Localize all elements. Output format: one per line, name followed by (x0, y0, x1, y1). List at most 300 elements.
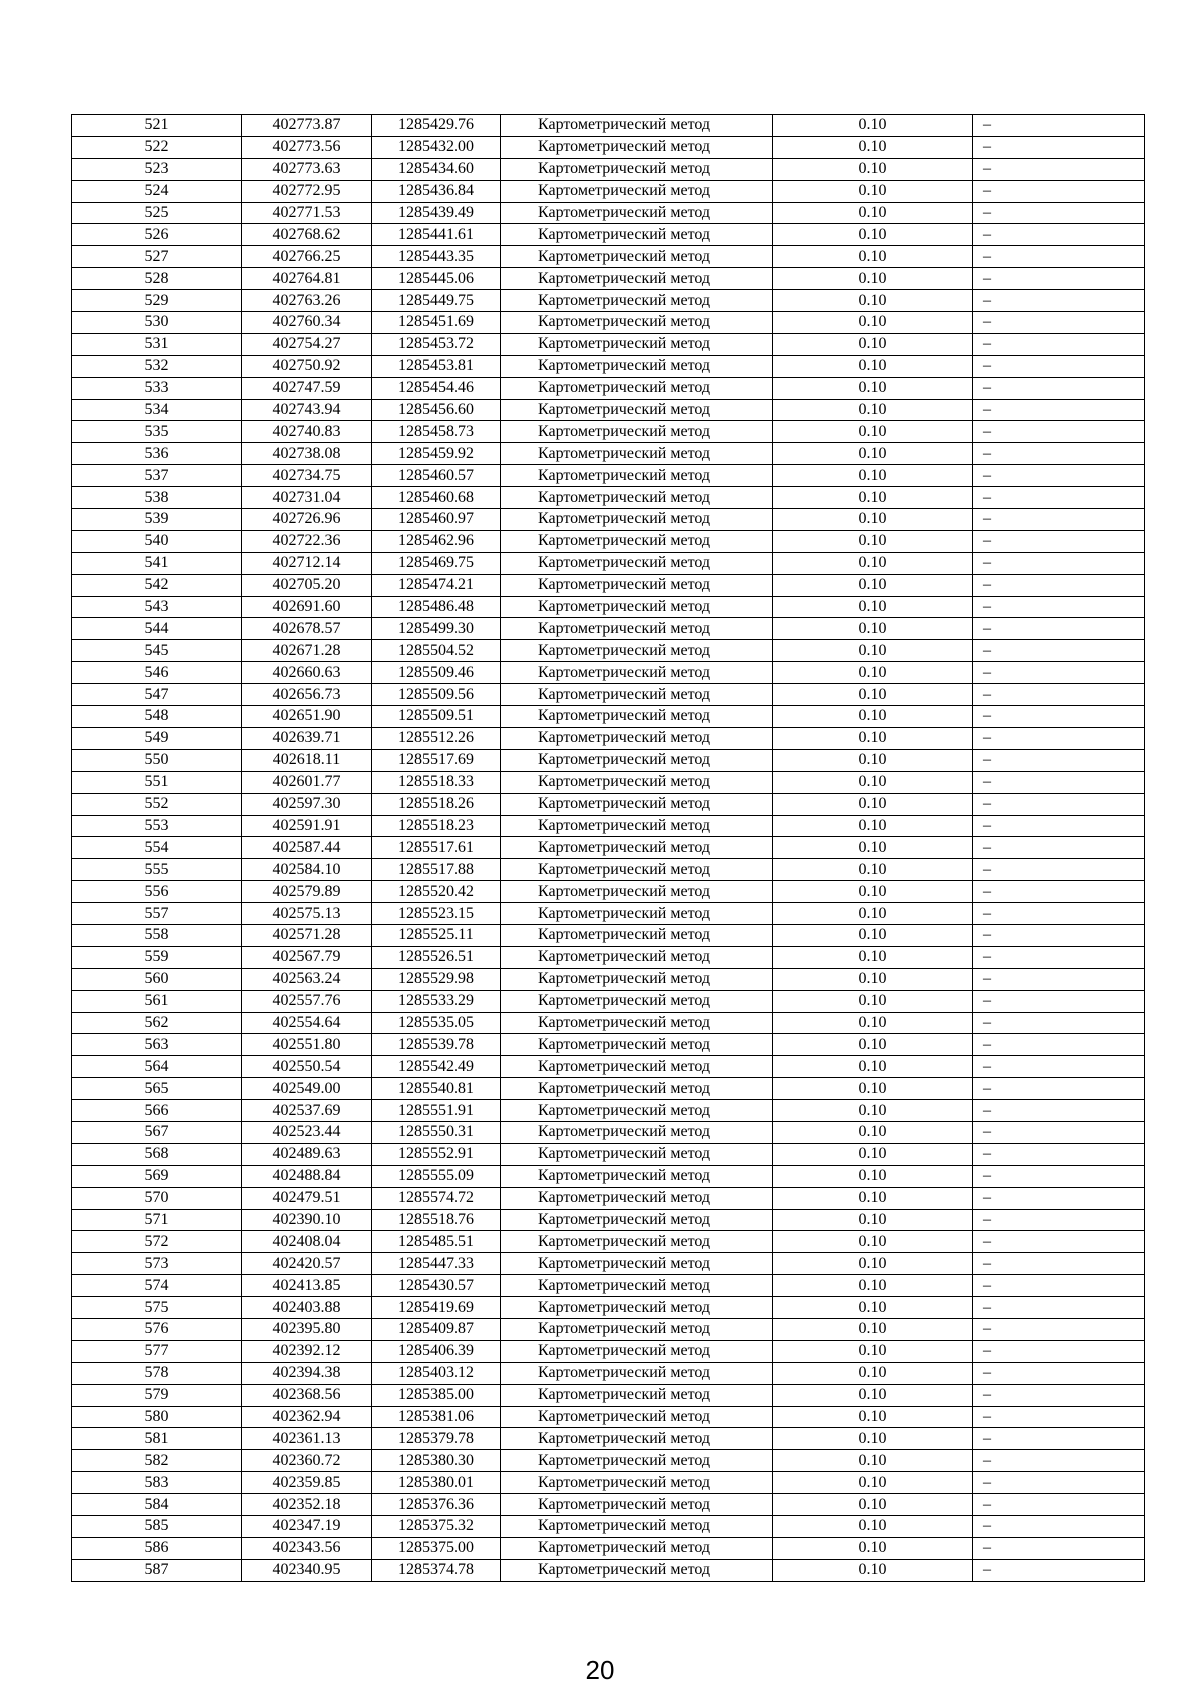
note-cell: – (973, 509, 1145, 531)
x-coordinate-cell: 402587.44 (242, 837, 372, 859)
coordinates-table (71, 114, 1145, 1582)
x-coordinate-cell: 402773.87 (242, 115, 372, 137)
note-cell: – (973, 465, 1145, 487)
x-coordinate-cell: 402392.12 (242, 1340, 372, 1362)
x-coordinate-cell: 402361.13 (242, 1428, 372, 1450)
table-row (72, 224, 1145, 246)
point-number-cell: 550 (72, 749, 242, 771)
table-row (72, 1209, 1145, 1231)
accuracy-cell: 0.10 (773, 136, 973, 158)
x-coordinate-cell: 402479.51 (242, 1187, 372, 1209)
x-coordinate-cell: 402489.63 (242, 1143, 372, 1165)
y-coordinate-cell: 1285540.81 (372, 1078, 501, 1100)
note-cell: – (973, 990, 1145, 1012)
method-cell: Картометрический метод (501, 224, 773, 246)
x-coordinate-cell: 402551.80 (242, 1034, 372, 1056)
table-row (72, 465, 1145, 487)
table-row (72, 268, 1145, 290)
table-row (72, 1472, 1145, 1494)
method-cell: Картометрический метод (501, 1406, 773, 1428)
method-cell: Картометрический метод (501, 509, 773, 531)
point-number-cell: 542 (72, 574, 242, 596)
note-cell: – (973, 115, 1145, 137)
table-row (72, 946, 1145, 968)
table-row (72, 1494, 1145, 1516)
point-number-cell: 560 (72, 968, 242, 990)
note-cell: – (973, 903, 1145, 925)
point-number-cell: 522 (72, 136, 242, 158)
accuracy-cell: 0.10 (773, 421, 973, 443)
y-coordinate-cell: 1285512.26 (372, 727, 501, 749)
method-cell: Картометрический метод (501, 312, 773, 334)
accuracy-cell: 0.10 (773, 530, 973, 552)
point-number-cell: 532 (72, 355, 242, 377)
accuracy-cell: 0.10 (773, 509, 973, 531)
point-number-cell: 544 (72, 618, 242, 640)
x-coordinate-cell: 402549.00 (242, 1078, 372, 1100)
accuracy-cell: 0.10 (773, 202, 973, 224)
method-cell: Картометрический метод (501, 421, 773, 443)
y-coordinate-cell: 1285379.78 (372, 1428, 501, 1450)
point-number-cell: 535 (72, 421, 242, 443)
table-row (72, 727, 1145, 749)
accuracy-cell: 0.10 (773, 377, 973, 399)
note-cell: – (973, 487, 1145, 509)
accuracy-cell: 0.10 (773, 1034, 973, 1056)
point-number-cell: 568 (72, 1143, 242, 1165)
note-cell: – (973, 618, 1145, 640)
note-cell: – (973, 1078, 1145, 1100)
y-coordinate-cell: 1285453.72 (372, 333, 501, 355)
x-coordinate-cell: 402705.20 (242, 574, 372, 596)
accuracy-cell: 0.10 (773, 333, 973, 355)
accuracy-cell: 0.10 (773, 1559, 973, 1581)
note-cell: – (973, 377, 1145, 399)
point-number-cell: 536 (72, 443, 242, 465)
method-cell: Картометрический метод (501, 924, 773, 946)
y-coordinate-cell: 1285525.11 (372, 924, 501, 946)
point-number-cell: 537 (72, 465, 242, 487)
y-coordinate-cell: 1285460.68 (372, 487, 501, 509)
table-row (72, 837, 1145, 859)
x-coordinate-cell: 402563.24 (242, 968, 372, 990)
table-row (72, 1165, 1145, 1187)
table-row (72, 1537, 1145, 1559)
point-number-cell: 554 (72, 837, 242, 859)
accuracy-cell: 0.10 (773, 552, 973, 574)
point-number-cell: 546 (72, 662, 242, 684)
table-row (72, 290, 1145, 312)
table-row (72, 443, 1145, 465)
y-coordinate-cell: 1285533.29 (372, 990, 501, 1012)
method-cell: Картометрический метод (501, 749, 773, 771)
point-number-cell: 584 (72, 1494, 242, 1516)
x-coordinate-cell: 402362.94 (242, 1406, 372, 1428)
table-row (72, 1056, 1145, 1078)
note-cell: – (973, 1384, 1145, 1406)
x-coordinate-cell: 402678.57 (242, 618, 372, 640)
method-cell: Картометрический метод (501, 355, 773, 377)
note-cell: – (973, 749, 1145, 771)
x-coordinate-cell: 402660.63 (242, 662, 372, 684)
point-number-cell: 547 (72, 684, 242, 706)
x-coordinate-cell: 402656.73 (242, 684, 372, 706)
method-cell: Картометрический метод (501, 618, 773, 640)
table-row (72, 246, 1145, 268)
y-coordinate-cell: 1285520.42 (372, 881, 501, 903)
method-cell: Картометрический метод (501, 1100, 773, 1122)
x-coordinate-cell: 402395.80 (242, 1318, 372, 1340)
accuracy-cell: 0.10 (773, 596, 973, 618)
y-coordinate-cell: 1285499.30 (372, 618, 501, 640)
note-cell: – (973, 946, 1145, 968)
point-number-cell: 529 (72, 290, 242, 312)
point-number-cell: 543 (72, 596, 242, 618)
point-number-cell: 587 (72, 1559, 242, 1581)
x-coordinate-cell: 402738.08 (242, 443, 372, 465)
point-number-cell: 574 (72, 1275, 242, 1297)
y-coordinate-cell: 1285385.00 (372, 1384, 501, 1406)
table-row (72, 618, 1145, 640)
point-number-cell: 553 (72, 815, 242, 837)
method-cell: Картометрический метод (501, 333, 773, 355)
table-row (72, 749, 1145, 771)
table-row (72, 1275, 1145, 1297)
y-coordinate-cell: 1285443.35 (372, 246, 501, 268)
point-number-cell: 538 (72, 487, 242, 509)
accuracy-cell: 0.10 (773, 1012, 973, 1034)
y-coordinate-cell: 1285456.60 (372, 399, 501, 421)
x-coordinate-cell: 402488.84 (242, 1165, 372, 1187)
accuracy-cell: 0.10 (773, 837, 973, 859)
point-number-cell: 572 (72, 1231, 242, 1253)
point-number-cell: 559 (72, 946, 242, 968)
method-cell: Картометрический метод (501, 1472, 773, 1494)
note-cell: – (973, 1121, 1145, 1143)
method-cell: Картометрический метод (501, 202, 773, 224)
note-cell: – (973, 180, 1145, 202)
table-row (72, 1253, 1145, 1275)
y-coordinate-cell: 1285453.81 (372, 355, 501, 377)
point-number-cell: 525 (72, 202, 242, 224)
note-cell: – (973, 727, 1145, 749)
point-number-cell: 558 (72, 924, 242, 946)
x-coordinate-cell: 402763.26 (242, 290, 372, 312)
method-cell: Картометрический метод (501, 1537, 773, 1559)
method-cell: Картометрический метод (501, 662, 773, 684)
table-row (72, 771, 1145, 793)
method-cell: Картометрический метод (501, 530, 773, 552)
x-coordinate-cell: 402360.72 (242, 1450, 372, 1472)
note-cell: – (973, 968, 1145, 990)
note-cell: – (973, 1362, 1145, 1384)
accuracy-cell: 0.10 (773, 1406, 973, 1428)
note-cell: – (973, 552, 1145, 574)
y-coordinate-cell: 1285535.05 (372, 1012, 501, 1034)
y-coordinate-cell: 1285474.21 (372, 574, 501, 596)
table-row (72, 377, 1145, 399)
accuracy-cell: 0.10 (773, 1340, 973, 1362)
accuracy-cell: 0.10 (773, 990, 973, 1012)
point-number-cell: 567 (72, 1121, 242, 1143)
accuracy-cell: 0.10 (773, 443, 973, 465)
point-number-cell: 533 (72, 377, 242, 399)
accuracy-cell: 0.10 (773, 158, 973, 180)
point-number-cell: 563 (72, 1034, 242, 1056)
point-number-cell: 577 (72, 1340, 242, 1362)
x-coordinate-cell: 402772.95 (242, 180, 372, 202)
accuracy-cell: 0.10 (773, 771, 973, 793)
method-cell: Картометрический метод (501, 990, 773, 1012)
method-cell: Картометрический метод (501, 1078, 773, 1100)
table-row (72, 1406, 1145, 1428)
accuracy-cell: 0.10 (773, 1494, 973, 1516)
method-cell: Картометрический метод (501, 443, 773, 465)
point-number-cell: 549 (72, 727, 242, 749)
accuracy-cell: 0.10 (773, 1100, 973, 1122)
method-cell: Картометрический метод (501, 377, 773, 399)
method-cell: Картометрический метод (501, 684, 773, 706)
note-cell: – (973, 1187, 1145, 1209)
table-row (72, 903, 1145, 925)
accuracy-cell: 0.10 (773, 115, 973, 137)
point-number-cell: 570 (72, 1187, 242, 1209)
point-number-cell: 539 (72, 509, 242, 531)
method-cell: Картометрический метод (501, 837, 773, 859)
note-cell: – (973, 1406, 1145, 1428)
accuracy-cell: 0.10 (773, 290, 973, 312)
x-coordinate-cell: 402420.57 (242, 1253, 372, 1275)
y-coordinate-cell: 1285523.15 (372, 903, 501, 925)
x-coordinate-cell: 402747.59 (242, 377, 372, 399)
accuracy-cell: 0.10 (773, 1253, 973, 1275)
y-coordinate-cell: 1285529.98 (372, 968, 501, 990)
accuracy-cell: 0.10 (773, 1472, 973, 1494)
note-cell: – (973, 443, 1145, 465)
table-row (72, 180, 1145, 202)
method-cell: Картометрический метод (501, 771, 773, 793)
x-coordinate-cell: 402537.69 (242, 1100, 372, 1122)
note-cell: – (973, 1056, 1145, 1078)
y-coordinate-cell: 1285486.48 (372, 596, 501, 618)
x-coordinate-cell: 402403.88 (242, 1297, 372, 1319)
x-coordinate-cell: 402726.96 (242, 509, 372, 531)
table-row (72, 684, 1145, 706)
note-cell: – (973, 815, 1145, 837)
method-cell: Картометрический метод (501, 1428, 773, 1450)
method-cell: Картометрический метод (501, 727, 773, 749)
accuracy-cell: 0.10 (773, 815, 973, 837)
x-coordinate-cell: 402352.18 (242, 1494, 372, 1516)
point-number-cell: 551 (72, 771, 242, 793)
x-coordinate-cell: 402760.34 (242, 312, 372, 334)
accuracy-cell: 0.10 (773, 399, 973, 421)
note-cell: – (973, 290, 1145, 312)
note-cell: – (973, 1516, 1145, 1538)
accuracy-cell: 0.10 (773, 859, 973, 881)
y-coordinate-cell: 1285439.49 (372, 202, 501, 224)
method-cell: Картометрический метод (501, 290, 773, 312)
table-row (72, 640, 1145, 662)
x-coordinate-cell: 402764.81 (242, 268, 372, 290)
y-coordinate-cell: 1285436.84 (372, 180, 501, 202)
point-number-cell: 566 (72, 1100, 242, 1122)
x-coordinate-cell: 402740.83 (242, 421, 372, 443)
point-number-cell: 552 (72, 793, 242, 815)
point-number-cell: 569 (72, 1165, 242, 1187)
note-cell: – (973, 355, 1145, 377)
method-cell: Картометрический метод (501, 1450, 773, 1472)
method-cell: Картометрический метод (501, 1143, 773, 1165)
method-cell: Картометрический метод (501, 1209, 773, 1231)
method-cell: Картометрический метод (501, 1516, 773, 1538)
method-cell: Картометрический метод (501, 574, 773, 596)
point-number-cell: 557 (72, 903, 242, 925)
note-cell: – (973, 268, 1145, 290)
y-coordinate-cell: 1285542.49 (372, 1056, 501, 1078)
y-coordinate-cell: 1285551.91 (372, 1100, 501, 1122)
table-row (72, 990, 1145, 1012)
note-cell: – (973, 1428, 1145, 1450)
accuracy-cell: 0.10 (773, 1450, 973, 1472)
x-coordinate-cell: 402712.14 (242, 552, 372, 574)
x-coordinate-cell: 402584.10 (242, 859, 372, 881)
x-coordinate-cell: 402571.28 (242, 924, 372, 946)
table-row (72, 968, 1145, 990)
table-row (72, 1450, 1145, 1472)
point-number-cell: 586 (72, 1537, 242, 1559)
table-row (72, 487, 1145, 509)
accuracy-cell: 0.10 (773, 1078, 973, 1100)
method-cell: Картометрический метод (501, 1494, 773, 1516)
note-cell: – (973, 640, 1145, 662)
point-number-cell: 565 (72, 1078, 242, 1100)
method-cell: Картометрический метод (501, 1384, 773, 1406)
accuracy-cell: 0.10 (773, 312, 973, 334)
x-coordinate-cell: 402390.10 (242, 1209, 372, 1231)
table-row (72, 596, 1145, 618)
accuracy-cell: 0.10 (773, 793, 973, 815)
note-cell: – (973, 574, 1145, 596)
table-row (72, 793, 1145, 815)
method-cell: Картометрический метод (501, 136, 773, 158)
x-coordinate-cell: 402743.94 (242, 399, 372, 421)
note-cell: – (973, 399, 1145, 421)
x-coordinate-cell: 402550.54 (242, 1056, 372, 1078)
accuracy-cell: 0.10 (773, 640, 973, 662)
note-cell: – (973, 158, 1145, 180)
point-number-cell: 531 (72, 333, 242, 355)
y-coordinate-cell: 1285539.78 (372, 1034, 501, 1056)
method-cell: Картометрический метод (501, 487, 773, 509)
note-cell: – (973, 224, 1145, 246)
x-coordinate-cell: 402359.85 (242, 1472, 372, 1494)
method-cell: Картометрический метод (501, 793, 773, 815)
accuracy-cell: 0.10 (773, 1143, 973, 1165)
point-number-cell: 530 (72, 312, 242, 334)
accuracy-cell: 0.10 (773, 618, 973, 640)
x-coordinate-cell: 402618.11 (242, 749, 372, 771)
x-coordinate-cell: 402601.77 (242, 771, 372, 793)
method-cell: Картометрический метод (501, 1340, 773, 1362)
y-coordinate-cell: 1285451.69 (372, 312, 501, 334)
table-row (72, 1340, 1145, 1362)
table-row (72, 355, 1145, 377)
point-number-cell: 571 (72, 1209, 242, 1231)
y-coordinate-cell: 1285517.69 (372, 749, 501, 771)
note-cell: – (973, 421, 1145, 443)
table-row (72, 706, 1145, 728)
point-number-cell: 540 (72, 530, 242, 552)
point-number-cell: 524 (72, 180, 242, 202)
note-cell: – (973, 202, 1145, 224)
accuracy-cell: 0.10 (773, 1121, 973, 1143)
y-coordinate-cell: 1285381.06 (372, 1406, 501, 1428)
note-cell: – (973, 881, 1145, 903)
point-number-cell: 541 (72, 552, 242, 574)
y-coordinate-cell: 1285526.51 (372, 946, 501, 968)
accuracy-cell: 0.10 (773, 1209, 973, 1231)
y-coordinate-cell: 1285429.76 (372, 115, 501, 137)
y-coordinate-cell: 1285552.91 (372, 1143, 501, 1165)
table-row (72, 158, 1145, 180)
note-cell: – (973, 312, 1145, 334)
table-row (72, 815, 1145, 837)
table-row (72, 1187, 1145, 1209)
note-cell: – (973, 1143, 1145, 1165)
table-row (72, 1121, 1145, 1143)
table-row (72, 859, 1145, 881)
y-coordinate-cell: 1285419.69 (372, 1297, 501, 1319)
method-cell: Картометрический метод (501, 268, 773, 290)
y-coordinate-cell: 1285518.26 (372, 793, 501, 815)
method-cell: Картометрический метод (501, 1253, 773, 1275)
y-coordinate-cell: 1285518.76 (372, 1209, 501, 1231)
accuracy-cell: 0.10 (773, 487, 973, 509)
table-row (72, 1034, 1145, 1056)
note-cell: – (973, 837, 1145, 859)
method-cell: Картометрический метод (501, 1034, 773, 1056)
accuracy-cell: 0.10 (773, 1297, 973, 1319)
table-row (72, 202, 1145, 224)
point-number-cell: 521 (72, 115, 242, 137)
y-coordinate-cell: 1285375.00 (372, 1537, 501, 1559)
note-cell: – (973, 1318, 1145, 1340)
note-cell: – (973, 1297, 1145, 1319)
y-coordinate-cell: 1285454.46 (372, 377, 501, 399)
method-cell: Картометрический метод (501, 1275, 773, 1297)
note-cell: – (973, 662, 1145, 684)
note-cell: – (973, 136, 1145, 158)
y-coordinate-cell: 1285406.39 (372, 1340, 501, 1362)
accuracy-cell: 0.10 (773, 1318, 973, 1340)
accuracy-cell: 0.10 (773, 1275, 973, 1297)
table-row (72, 136, 1145, 158)
y-coordinate-cell: 1285447.33 (372, 1253, 501, 1275)
x-coordinate-cell: 402773.56 (242, 136, 372, 158)
y-coordinate-cell: 1285449.75 (372, 290, 501, 312)
table-row (72, 333, 1145, 355)
method-cell: Картометрический метод (501, 115, 773, 137)
method-cell: Картометрический метод (501, 1012, 773, 1034)
table-row (72, 1384, 1145, 1406)
x-coordinate-cell: 402731.04 (242, 487, 372, 509)
point-number-cell: 564 (72, 1056, 242, 1078)
y-coordinate-cell: 1285460.57 (372, 465, 501, 487)
x-coordinate-cell: 402671.28 (242, 640, 372, 662)
y-coordinate-cell: 1285374.78 (372, 1559, 501, 1581)
x-coordinate-cell: 402691.60 (242, 596, 372, 618)
